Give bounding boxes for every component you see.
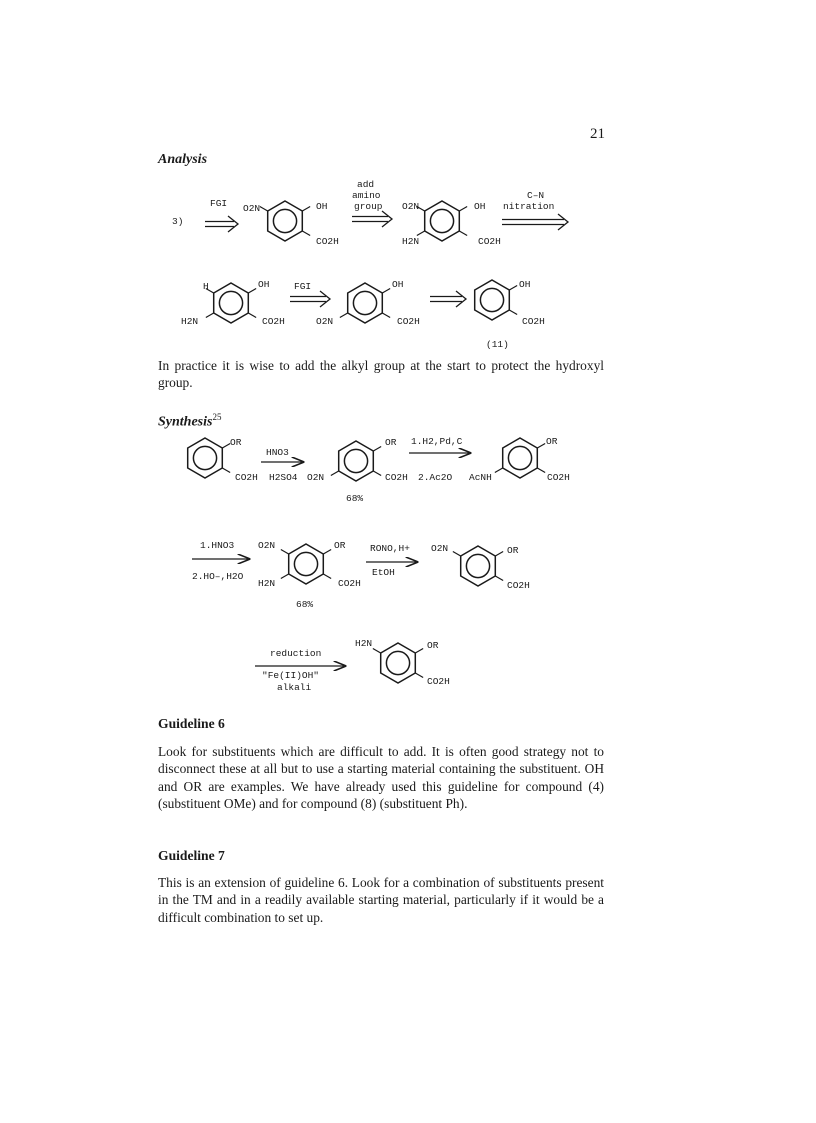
- benzene-ring: [381, 643, 416, 683]
- benzene-ring: [268, 201, 303, 241]
- bond-line: [373, 447, 381, 452]
- retrosynthesis-arrow: [430, 291, 466, 307]
- o2n-label: O2N: [258, 540, 276, 551]
- compound-11-label: (11): [486, 339, 509, 350]
- bond-line: [495, 468, 503, 473]
- bond-line: [509, 286, 517, 291]
- o2n-label: O2N: [316, 316, 334, 327]
- bond-line: [281, 574, 289, 579]
- benzene-ring: [339, 441, 374, 481]
- bond-line: [382, 313, 390, 318]
- synthesis-heading: [158, 412, 221, 431]
- oh-label: OH: [474, 201, 486, 212]
- bond-line: [459, 207, 467, 212]
- reagent-hno3: HNO3: [266, 447, 289, 458]
- bond-line: [415, 673, 423, 678]
- substituent-bonds: [206, 207, 545, 678]
- arrow-amino-label-2: amino: [352, 190, 381, 201]
- bond-line: [495, 576, 503, 581]
- benzene-ring: [289, 544, 324, 584]
- reagent-hno3: 1.HNO3: [200, 540, 235, 551]
- retrosynthesis-arrow: [502, 214, 568, 230]
- co2h-label: CO2H: [235, 472, 258, 483]
- guideline-6-text: Look for substituents which are difficult to add. It is often good strategy not to disconnect these at all but to use a starting material containing the substituent. OH and OR are examples. We have already used this guideline for compound (4) (substituent OMe) and for compound (8) (substituent Ph).: [158, 744, 604, 811]
- bond-line: [340, 313, 348, 318]
- co2h-label: CO2H: [316, 236, 339, 247]
- reagent-etoh: EtOH: [372, 567, 395, 578]
- analysis-heading-text: Analysis: [158, 152, 208, 167]
- bond-line: [382, 289, 390, 294]
- guideline-7-text: This is an extension of guideline 6. Look for a combination of substituents present in the TM and in a readily available starting material, particularly if it would be a difficult combination to set up.: [158, 875, 604, 925]
- bond-line: [248, 289, 256, 294]
- or-label: OR: [507, 545, 519, 556]
- o2n-label: O2N: [402, 201, 420, 212]
- co2h-label: CO2H: [522, 316, 545, 327]
- benzene-ring: [214, 283, 249, 323]
- bond-line: [417, 207, 425, 212]
- or-label: OR: [230, 437, 242, 448]
- benzene-ring: [503, 438, 538, 478]
- h2n-label: H2N: [181, 316, 199, 327]
- acnh-label: AcNH: [469, 472, 492, 483]
- retrosynthesis-arrow: [205, 216, 238, 232]
- oh-label: OH: [519, 279, 531, 290]
- bond-line: [459, 231, 467, 236]
- o2n-label: O2N: [307, 472, 325, 483]
- bond-line: [331, 471, 339, 476]
- bond-line: [281, 550, 289, 555]
- co2h-label: CO2H: [338, 578, 361, 589]
- reagent-ac2o: 2.Ac2O: [418, 472, 453, 483]
- yield-68: 68%: [346, 493, 364, 504]
- or-label: OR: [546, 436, 558, 447]
- benzene-ring: [348, 283, 383, 323]
- yield-68: 68%: [296, 599, 314, 610]
- guideline-6-title: Guideline 6: [158, 716, 225, 731]
- h2n-label: H2N: [402, 236, 420, 247]
- bond-line: [323, 574, 331, 579]
- bond-line: [260, 207, 268, 212]
- synthesis-heading-text: Synthesis: [158, 414, 213, 430]
- bond-line: [415, 649, 423, 654]
- arrow-cn-label-1: C–N: [527, 190, 545, 201]
- benzene-ring: [461, 546, 496, 586]
- bond-line: [302, 231, 310, 236]
- oh-label: OH: [258, 279, 270, 290]
- oh-label: OH: [392, 279, 404, 290]
- benzene-ring: [425, 201, 460, 241]
- co2h-label: CO2H: [397, 316, 420, 327]
- arrow-fgi-label: FGI: [294, 281, 312, 292]
- bond-line: [222, 444, 230, 449]
- bond-line: [222, 468, 230, 473]
- bond-line: [537, 444, 545, 449]
- page-number: 21: [590, 126, 605, 142]
- benzene-ring: [475, 280, 510, 320]
- o2n-label: O2N: [243, 203, 261, 214]
- arrow-fgi-label: FGI: [210, 198, 228, 209]
- co2h-label: CO2H: [507, 580, 530, 591]
- arrow-amino-label-1: add: [357, 179, 375, 190]
- or-label: OR: [427, 640, 439, 651]
- reagent-fe-ii-oh: "Fe(II)OH": [262, 670, 320, 681]
- oh-label: OH: [316, 201, 328, 212]
- h-label: H: [203, 281, 209, 292]
- h2n-label: H2N: [355, 638, 373, 649]
- reagent-h2so4: H2SO4: [269, 472, 298, 483]
- h2n-label: H2N: [258, 578, 276, 589]
- reaction-arrows: [192, 211, 568, 666]
- bond-line: [509, 310, 517, 315]
- co2h-label: CO2H: [427, 676, 450, 687]
- bond-line: [495, 552, 503, 557]
- bond-line: [206, 313, 214, 318]
- co2h-label: CO2H: [385, 472, 408, 483]
- co2h-label: CO2H: [547, 472, 570, 483]
- retrosynthesis-arrow: [290, 291, 330, 307]
- bond-line: [248, 313, 256, 318]
- guideline-7-title: Guideline 7: [158, 848, 225, 863]
- bond-line: [453, 552, 461, 557]
- or-label: OR: [334, 540, 346, 551]
- bond-line: [373, 649, 381, 654]
- arrow-amino-label-3: group: [354, 201, 383, 212]
- benzene-ring: [188, 438, 223, 478]
- reagent-hydroxide: 2.HO–,H2O: [192, 571, 244, 582]
- or-label: OR: [385, 437, 397, 448]
- co2h-label: CO2H: [262, 316, 285, 327]
- reagent-h2-pd-c: 1.H2,Pd,C: [411, 436, 463, 447]
- reagent-reduction: reduction: [270, 648, 322, 659]
- bond-line: [417, 231, 425, 236]
- bond-line: [206, 289, 214, 294]
- practice-paragraph: In practice it is wise to add the alkyl group at the start to protect the hydroxyl group.: [158, 358, 604, 391]
- benzene-rings: [188, 201, 538, 683]
- co2h-label: CO2H: [478, 236, 501, 247]
- bond-line: [302, 207, 310, 212]
- label-3: 3): [172, 216, 184, 227]
- bond-line: [373, 471, 381, 476]
- arrow-cn-label-2: nitration: [503, 201, 555, 212]
- bond-line: [323, 550, 331, 555]
- synthesis-reference: 25: [212, 412, 222, 422]
- bond-line: [537, 468, 545, 473]
- o2n-label: O2N: [431, 543, 449, 554]
- reagent-rono: RONO,H+: [370, 543, 410, 554]
- analysis-heading: [158, 152, 207, 168]
- retrosynthesis-arrow: [352, 211, 392, 227]
- reagent-alkali: alkali: [277, 682, 312, 693]
